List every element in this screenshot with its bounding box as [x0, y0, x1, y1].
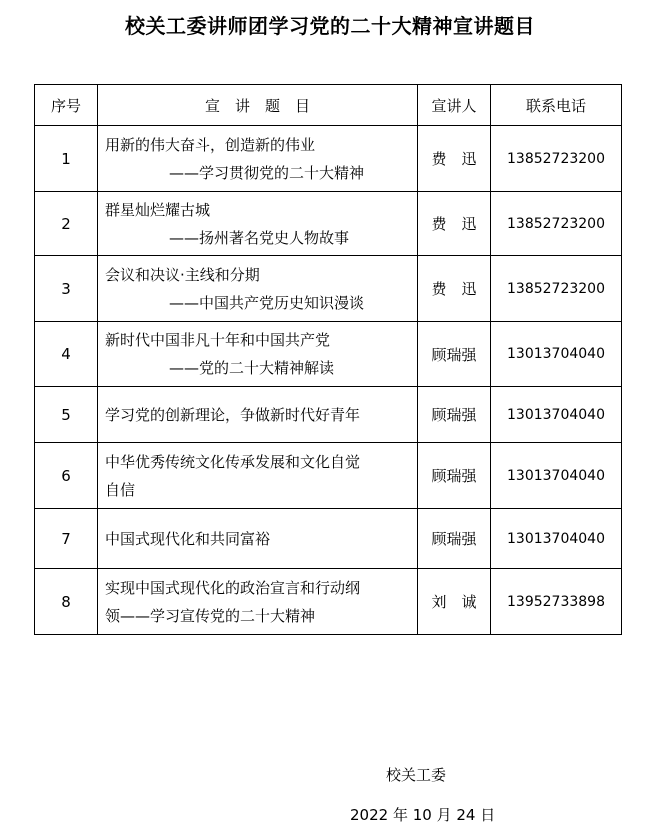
row-num: 5 [35, 387, 98, 443]
row-speaker: 顾瑞强 [418, 387, 491, 443]
row-phone: 13013704040 [491, 443, 622, 509]
row-num: 6 [35, 443, 98, 509]
topic-subtitle: ——学习贯彻党的二十大精神 [169, 163, 365, 182]
topic-continuation: 领——学习宣传党的二十大精神 [105, 606, 316, 625]
row-phone: 13013704040 [491, 509, 622, 569]
table-row [35, 256, 622, 322]
table-row [35, 569, 622, 635]
row-topic [98, 192, 418, 256]
header-speaker: 宣讲人 [418, 85, 491, 126]
row-speaker: 顾瑞强 [418, 509, 491, 569]
row-topic [98, 126, 418, 192]
topic-main: 中华优秀传统文化传承发展和文化自觉 [105, 452, 361, 471]
topic-subtitle: ——党的二十大精神解读 [169, 359, 335, 377]
topic-main: 用新的伟大奋斗，创造新的伟业 [105, 135, 316, 154]
row-phone: 13952733898 [491, 569, 622, 635]
topic-main: 群星灿烂耀古城 [105, 200, 211, 219]
row-num: 3 [35, 256, 98, 322]
row-num: 2 [35, 192, 98, 256]
row-speaker: 顾瑞强 [418, 322, 491, 387]
row-num: 8 [35, 569, 98, 635]
table-row [35, 509, 622, 569]
header-num: 序号 [35, 85, 98, 126]
topic-main: 学习党的创新理论，争做新时代好青年 [105, 405, 361, 424]
row-phone: 13013704040 [491, 322, 622, 387]
footer-organization: 校关工委 [386, 766, 447, 784]
topic-main: 中国式现代化和共同富裕 [105, 529, 271, 548]
row-topic [98, 509, 418, 569]
table-row [35, 322, 622, 387]
row-topic [98, 443, 418, 509]
topic-main: 实现中国式现代化的政治宣言和行动纲 [105, 578, 361, 597]
topic-main: 会议和决议·主线和分期 [105, 265, 260, 284]
row-topic [98, 322, 418, 387]
header-topic: 宣 讲 题 目 [98, 85, 418, 126]
topic-subtitle: ——中国共产党历史知识漫谈 [169, 293, 365, 312]
table-row [35, 192, 622, 256]
row-speaker: 费 迅 [418, 256, 491, 322]
page-title: 校关工委讲师团学习党的二十大精神宣讲题目 [125, 14, 535, 38]
row-topic [98, 256, 418, 322]
row-num: 1 [35, 126, 98, 192]
row-speaker: 刘 诚 [418, 569, 491, 635]
row-phone: 13852723200 [491, 256, 622, 322]
footer-date: 2022 年 10 月 24 日 [350, 806, 496, 824]
row-phone: 13852723200 [491, 126, 622, 192]
row-speaker: 费 迅 [418, 126, 491, 192]
table-row [35, 387, 622, 443]
row-num: 4 [35, 322, 98, 387]
row-topic [98, 569, 418, 635]
row-topic [98, 387, 418, 443]
lecture-topics-table [34, 84, 622, 635]
row-phone: 13852723200 [491, 192, 622, 256]
table-row [35, 126, 622, 192]
topic-continuation: 自信 [105, 480, 136, 499]
row-speaker: 费 迅 [418, 192, 491, 256]
row-speaker: 顾瑞强 [418, 443, 491, 509]
topic-subtitle: ——扬州著名党史人物故事 [169, 228, 350, 247]
header-phone: 联系电话 [491, 85, 622, 126]
row-num: 7 [35, 509, 98, 569]
row-phone: 13013704040 [491, 387, 622, 443]
topic-main: 新时代中国非凡十年和中国共产党 [105, 331, 331, 349]
table-row [35, 443, 622, 509]
table-header-row [35, 85, 622, 126]
